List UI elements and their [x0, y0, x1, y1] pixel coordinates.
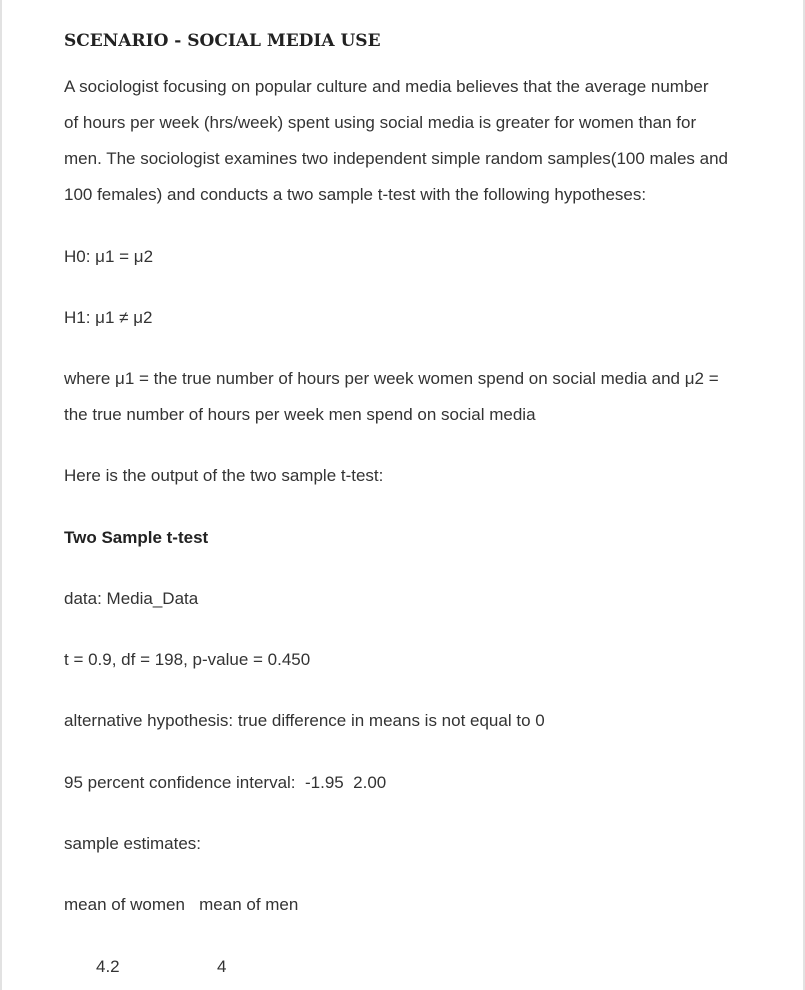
definition-line-1: where μ1 = the true number of hours per week women spend on social media and μ2 = [64, 369, 719, 388]
estimates-label: sample estimates: [64, 834, 201, 853]
document-title: SCENARIO - SOCIAL MEDIA USE [64, 31, 381, 51]
null-hypothesis: H0: μ1 = μ2 [64, 247, 154, 266]
confidence-interval-line: 95 percent confidence interval: -1.95 2.00 [64, 773, 387, 792]
estimates-values-row [64, 956, 364, 978]
alternative-hypothesis-statement: H1: μ1 ≠ μ2 [64, 308, 153, 327]
mean-women-value: 4.2 [96, 957, 120, 976]
intro-line-2: of hours per week (hrs/week) spent using social media is greater for women than for [64, 113, 697, 132]
intro-paragraph [64, 69, 754, 213]
stats-line: t = 0.9, df = 198, p-value = 0.450 [64, 650, 311, 669]
intro-line-3: men. The sociologist examines two independent simple random samples(100 males and [64, 149, 728, 168]
output-intro: Here is the output of the two sample t-test: [64, 466, 384, 485]
intro-line-4: 100 females) and conducts a two sample t-test with the following hypotheses: [64, 185, 647, 204]
mean-men-value: 4 [217, 957, 227, 976]
intro-line-1: A sociologist focusing on popular culture and media believes that the average number [64, 77, 709, 96]
alternative-line: alternative hypothesis: true difference in means is not equal to 0 [64, 711, 545, 730]
data-line: data: Media_Data [64, 589, 199, 608]
definition-line-2: the true number of hours per week men spend on social media [64, 405, 536, 424]
definition-paragraph [64, 361, 754, 433]
estimates-header: mean of women mean of men [64, 895, 299, 914]
test-title: Two Sample t-test [64, 528, 209, 547]
